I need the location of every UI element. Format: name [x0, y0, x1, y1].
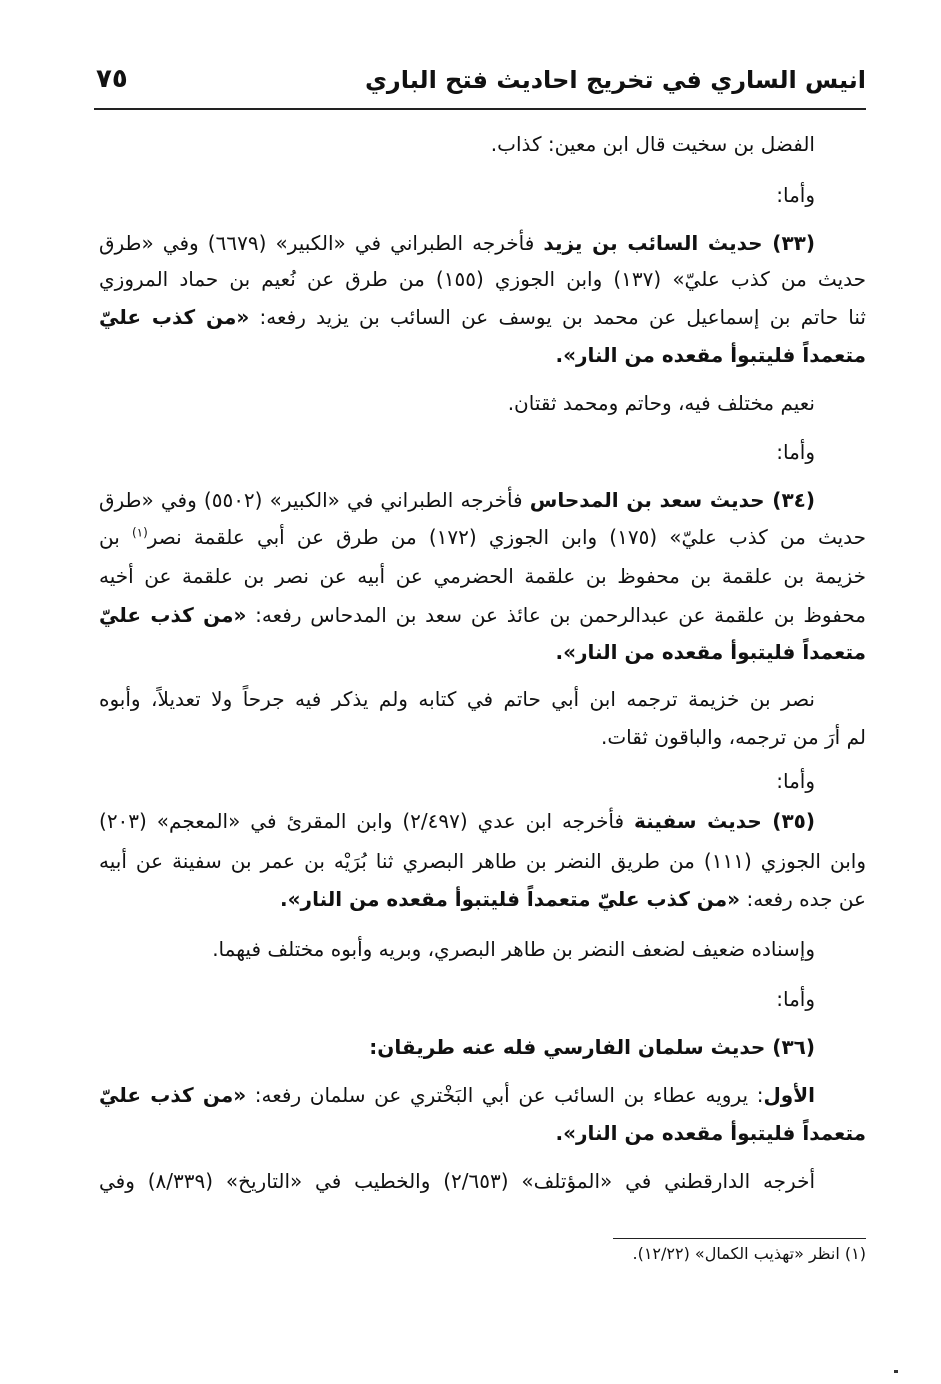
route-label: الأول [763, 1083, 815, 1107]
hadith-heading: (٣٥) حديث سفينة [634, 809, 815, 833]
page-number: ٧٥ [96, 64, 128, 94]
hadith-heading-line [99, 485, 866, 515]
hadith-heading-line [369, 1032, 815, 1062]
text-line [99, 684, 866, 714]
text-line [99, 1166, 866, 1196]
text-line [601, 722, 866, 752]
text-line [555, 1118, 866, 1148]
text-line [555, 637, 866, 667]
text-span: محفوظ بن علقمة عن عبدالرحمن بن عائذ عن سعد بن المدحاس رفعه: [246, 603, 866, 627]
text-line [99, 1080, 866, 1110]
text-span: عن جده رفعه: [740, 887, 866, 911]
text-span: : يرويه عطاء بن السائب عن أبي البَخْتري عن سلمان رفعه: [246, 1083, 764, 1107]
text-span: وأما: [776, 769, 815, 793]
text-line [776, 180, 815, 210]
footnote-rule [613, 1238, 866, 1239]
hadith-text: «من كذب عليّ [99, 305, 250, 329]
text-span: خزيمة بن علقمة بن محفوظ بن علقمة الحضرمي عن أبيه عن نصر بن علقمة عن أخيه [99, 564, 866, 588]
hadith-text: متعمداً فليتبوأ مقعده من النار». [555, 1121, 866, 1145]
text-span: وأما: [776, 440, 815, 464]
hadith-heading-line [99, 228, 866, 258]
text-line [99, 561, 866, 591]
footnote-marker: (١) [131, 525, 148, 540]
text-line [508, 388, 815, 418]
running-title: انيس الساري في تخريج احاديث فتح الباري [364, 66, 866, 94]
text-span: فأخرجه ابن عدي (٢/٤٩٧) وابن المقرئ في «المعجم» (٢٠٣) [99, 809, 635, 833]
text-span: وأما: [776, 183, 815, 207]
text-span: وإسناده ضعيف لضعف النضر بن طاهر البصري، وبريه وأبوه مختلف فيهما. [212, 937, 815, 961]
scan-speck [894, 1370, 898, 1373]
text-line [555, 340, 866, 370]
text-span: وأما: [776, 987, 815, 1011]
text-span: نعيم مختلف فيه، وحاتم ومحمد ثقتان. [507, 391, 815, 415]
hadith-text: «من كذب عليّ [99, 1083, 247, 1107]
text-span: أخرجه الدارقطني في «المؤتلف» (٢/٦٥٣) والخطيب في «التاريخ» (٨/٣٣٩) وفي [99, 1169, 816, 1193]
text-line [212, 934, 815, 964]
text-span: وابن الجوزي (١١١) من طريق النضر بن طاهر البصري ثنا بُرَيْه بن عمر بن سفينة عن أبيه [99, 849, 866, 873]
text-span: حديث من كذب عليّ» (١٣٧) وابن الجوزي (١٥٥) من طرق عن نُعيم بن حماد المروزي [99, 267, 866, 291]
text-line [99, 600, 866, 630]
text-span: حديث من كذب عليّ» (١٧٥) وابن الجوزي (١٧٢) من طرق عن أبي علقمة نصر [147, 525, 867, 549]
hadith-text: متعمداً فليتبوأ مقعده من النار». [555, 343, 866, 367]
text-span: لم أرَ من ترجمه، والباقون ثقات. [600, 725, 866, 749]
text-span: فأخرجه الطبراني في «الكبير» (٦٦٧٩) وفي «طرق [99, 231, 544, 255]
hadith-heading: (٣٣) حديث السائب بن يزيد [543, 231, 815, 255]
text-span: الفضل بن سخيت قال ابن معين: كذاب. [490, 132, 815, 156]
hadith-heading: (٣٦) حديث سلمان الفارسي فله عنه طريقان: [369, 1035, 815, 1059]
hadith-text: «من كذب عليّ متعمداً فليتبوأ مقعده من النار». [280, 887, 741, 911]
text-line [776, 984, 815, 1014]
hadith-heading: (٣٤) حديث سعد بن المدحاس [529, 488, 816, 512]
header-rule [94, 108, 866, 110]
text-span: ثنا حاتم بن إسماعيل عن محمد بن يوسف عن السائب بن يزيد رفعه: [249, 305, 866, 329]
hadith-heading-line [99, 806, 866, 836]
text-span: بن [99, 525, 132, 549]
text-line [776, 437, 815, 467]
text-line [491, 129, 815, 159]
hadith-text: «من كذب عليّ [99, 603, 247, 627]
page-header [96, 62, 866, 106]
hadith-text: متعمداً فليتبوأ مقعده من النار». [555, 640, 866, 664]
text-line [99, 302, 866, 332]
text-line [280, 884, 866, 914]
text-line [99, 846, 866, 876]
text-line [99, 522, 866, 552]
text-span: فأخرجه الطبراني في «الكبير» (٥٥٠٢) وفي «طرق [99, 488, 530, 512]
footnote: (١) انظر «تهذيب الكمال» (١٢/٢٢). [632, 1244, 866, 1263]
text-line [776, 766, 815, 796]
text-line [99, 264, 866, 294]
text-span: نصر بن خزيمة ترجمه ابن أبي حاتم في كتابه ولم يذكر فيه جرحاً ولا تعديلاً، وأبوه [99, 687, 815, 711]
